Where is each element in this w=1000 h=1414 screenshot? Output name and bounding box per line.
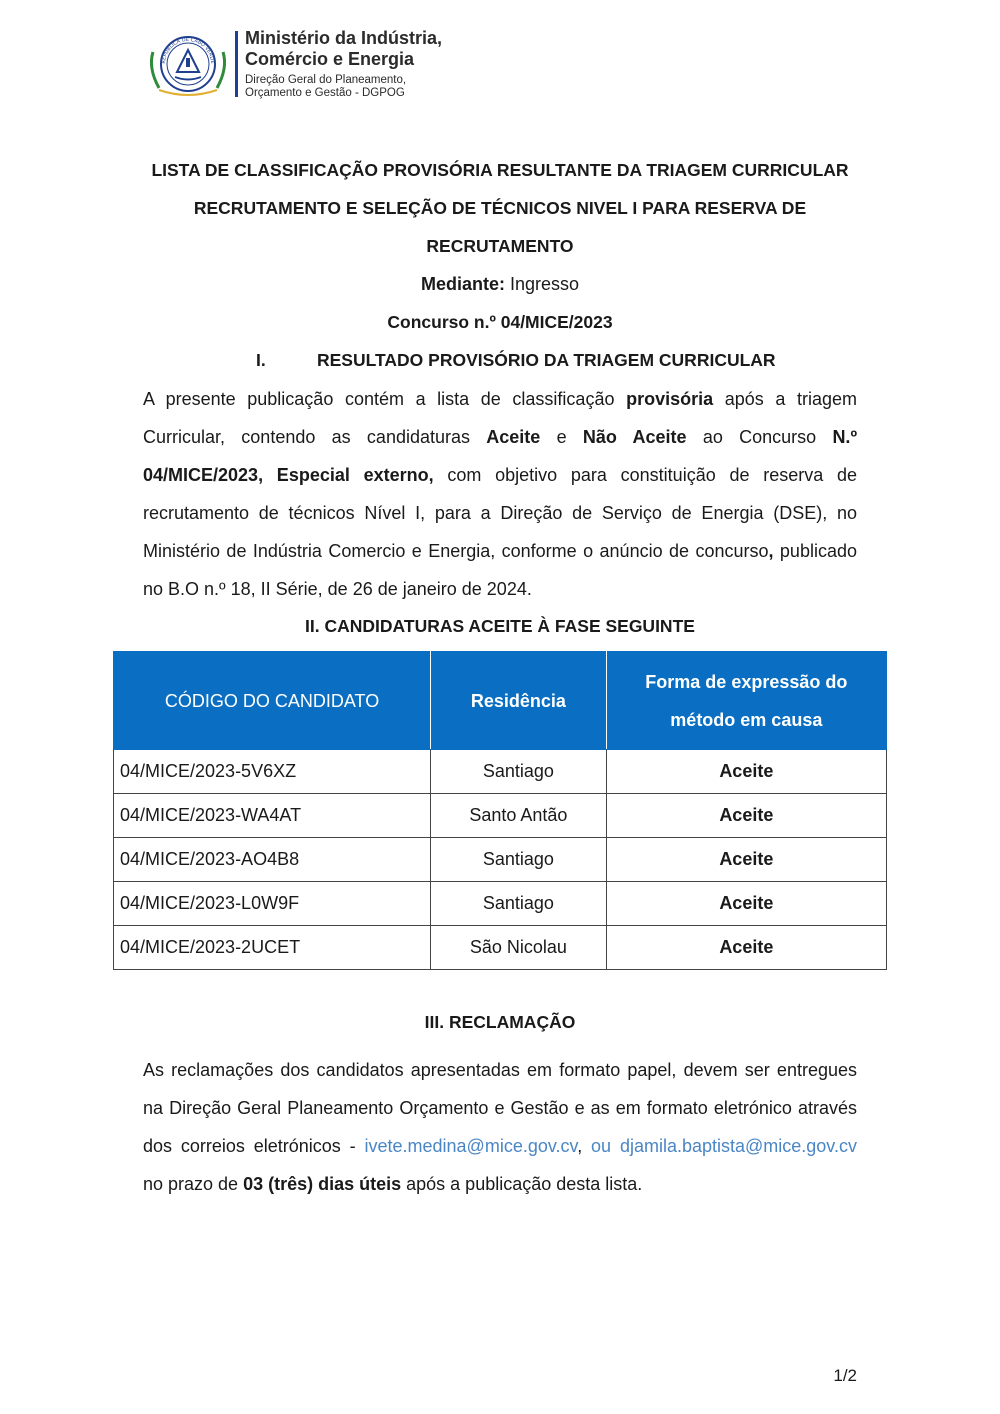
title-line-1: LISTA DE CLASSIFICAÇÃO PROVISÓRIA RESULTANTE DA TRIAGEM CURRICULAR [151,160,849,180]
section-3-heading: III. RECLAMAÇÃO [424,1012,576,1032]
section-3-paragraph: As reclamações dos candidatos apresentadas em formato papel, devem ser entregues na Direção Geral Planeamento Orçamento e Gestão e as em formato eletrónico através dos correios eletrónicos - ivete.medina@mice.gov.cv, ou djamila.baptista@mice.gov.cv no prazo de 03 (três) dias úteis após a publicação desta lista. [143,1060,857,1194]
concurso-number: Concurso n.º 04/MICE/2023 [387,312,613,332]
ministry-line-2: Comércio e Energia [245,49,415,69]
column-header-method: Forma de expressão do método em causa [606,652,886,750]
title-line-2: RECRUTAMENTO E SELEÇÃO DE TÉCNICOS NIVEL I PARA RESERVA DE [193,198,807,218]
table-header-row [114,652,887,750]
directorate-line-1: Direção Geral do Planeamento, [245,74,407,86]
seal-text: REPÚBLICA DE CABO VERDE [160,36,216,64]
page-number: 1/2 [833,1366,857,1385]
candidate-residence: Santo Antão [431,794,607,838]
candidate-code: 04/MICE/2023-WA4AT [114,794,431,838]
candidate-status: Aceite [606,794,886,838]
candidate-status: Aceite [606,926,886,970]
column-header-residence: Residência [431,652,607,750]
candidates-table [113,651,887,970]
coat-of-arms-icon [145,28,231,100]
ministry-logo [145,28,475,100]
candidate-code: 04/MICE/2023-L0W9F [114,882,431,926]
candidate-status: Aceite [606,882,886,926]
candidate-code: 04/MICE/2023-AO4B8 [114,838,431,882]
email-link-djamila[interactable]: djamila.baptista@mice.gov.cv [619,1136,857,1156]
table-row [114,882,887,926]
section-1-paragraph: A presente publicação contém a lista de classificação provisória após a triagem Curricular, contendo as candidaturas Aceite e Não Aceite ao Concurso N.º 04/MICE/2023, Especial externo, com objetivo para constituição de reserva de recrutamento de técnicos Nível I, para a Direção de Serviço de Energia (DSE), no Ministério de Indústria Comercio e Energia, conforme o anúncio de concurso, publicado no B.O n.º 18, II Série, de 26 de janeiro de 2024. [143,389,858,599]
mediante-label: Mediante: [420,274,505,294]
candidate-status: Aceite [606,750,886,794]
logo-divider [235,31,238,97]
section-1-title: RESULTADO PROVISÓRIO DA TRIAGEM CURRICULAR [317,350,776,370]
section-1-number: I. [256,350,266,370]
candidate-code: 04/MICE/2023-5V6XZ [114,750,431,794]
mediante [0,274,1000,295]
table-row [114,926,887,970]
candidate-residence: São Nicolau [431,926,607,970]
candidate-residence: Santiago [431,750,607,794]
title-line-3: RECRUTAMENTO [426,236,574,256]
section-2-heading: II. CANDIDATURAS ACEITE À FASE SEGUINTE [305,616,695,636]
column-header-code: CÓDIGO DO CANDIDATO [114,652,431,750]
ministry-name [245,28,442,100]
candidate-residence: Santiago [431,838,607,882]
ministry-line-1: Ministério da Indústria, [245,28,443,48]
candidate-residence: Santiago [431,882,607,926]
candidate-code: 04/MICE/2023-2UCET [114,926,431,970]
table-row [114,794,887,838]
directorate-line-2: Orçamento e Gestão - DGPOG [245,87,405,99]
table-row [114,838,887,882]
email-link-ivete[interactable]: ivete.medina@mice.gov.cv [364,1136,578,1156]
mediante-value: Ingresso [509,274,580,294]
candidate-status: Aceite [606,838,886,882]
table-row [114,750,887,794]
